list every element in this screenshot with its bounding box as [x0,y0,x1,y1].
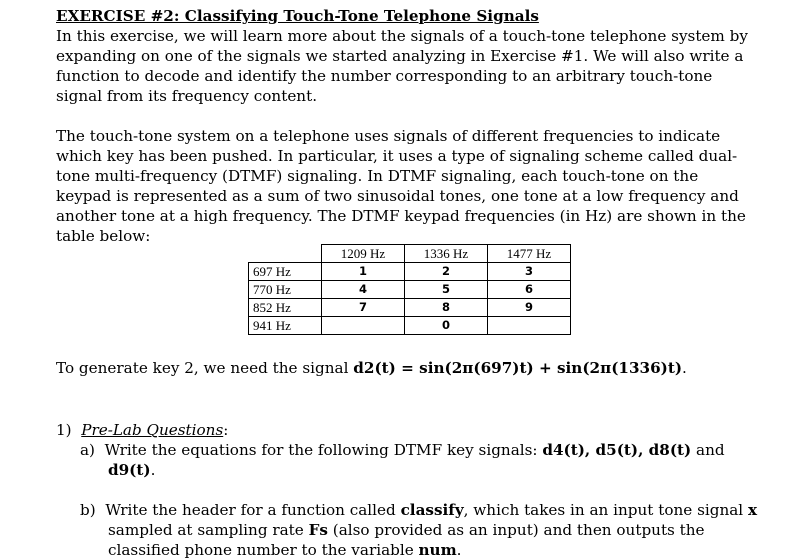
question-a-last-signal: d9(t) [108,461,151,479]
question-a-and: and [691,441,725,459]
question-b-text-2: , which takes in an input tone signal [463,501,748,519]
prelab-colon: : [223,421,229,439]
prelab-number: 1) [56,421,72,439]
question-a-label: a) [80,441,95,459]
key-cell: 2 [405,263,488,281]
sentence-end: . [682,359,687,377]
row-header: 941 Hz [249,317,322,335]
table-row [249,263,571,281]
key-cell: 5 [405,281,488,299]
key-cell: 4 [322,281,405,299]
key-cell: 9 [488,299,571,317]
table-header-row [249,245,571,263]
question-b-text-3: sampled at sampling rate [108,521,309,539]
col-header: 1209 Hz [322,245,405,263]
dtmf-description-paragraph: The touch-tone system on a telephone uses signals of different frequencies to indicate which key has been pushed. In particular, it uses a type of signaling scheme called dual-tone multi-frequency (DTMF) signaling. In DTMF signaling, each touch-tone on the keypad is represented as a sum of two sinusoidal tones, one tone at a low frequency and another tone at a high frequency. The DTMF keypad frequencies (in Hz) are shown in the table below: [56,127,746,245]
question-b-text-1: Write the header for a function called [105,501,401,519]
row-header: 697 Hz [249,263,322,281]
question-a-end: . [150,461,156,479]
exercise-title: EXERCISE #2: Classifying Touch-Tone Telephone Signals [56,7,539,25]
col-header: 1336 Hz [405,245,488,263]
key-cell [488,317,571,335]
function-name-classify: classify [400,501,464,519]
prelab-section [56,420,776,560]
row-header: 852 Hz [249,299,322,317]
prelab-heading [56,420,776,440]
key-cell: 7 [322,299,405,317]
question-a-signals: d4(t), d5(t), d8(t) [542,441,692,459]
exercise-section [56,6,756,246]
key-cell: 6 [488,281,571,299]
prelab-title: Pre-Lab Questions [81,421,224,439]
input-signal-x: x [747,501,758,519]
question-a [80,440,776,480]
question-a-text: Write the equations for the following DTMF key signals: [104,441,543,459]
dtmf-frequency-table [248,244,571,335]
key-cell: 8 [405,299,488,317]
key2-signal-sentence [56,358,687,378]
question-b-end: . [456,541,462,559]
key-cell [322,317,405,335]
key2-signal-text: To generate key 2, we need the signal [56,359,354,377]
question-b-label: b) [80,501,96,519]
key2-equation: d2(t) = sin(2π(697)t) + sin(2π(1336)t) [353,359,683,377]
table-row [249,299,571,317]
row-header: 770 Hz [249,281,322,299]
question-b [80,500,776,560]
table-corner-cell [249,245,322,263]
key-cell: 3 [488,263,571,281]
intro-paragraph: In this exercise, we will learn more about the signals of a touch-tone telephone system by expanding on one of the signals we started analyzing in Exercise #1. We will also write a function to decode and identify the number corresponding to an arbitrary touch-tone signal from its frequency content. [56,27,748,105]
col-header: 1477 Hz [488,245,571,263]
table-row [249,281,571,299]
key-cell: 1 [322,263,405,281]
sampling-rate-fs: Fs [308,521,328,539]
output-variable-num: num [418,541,457,559]
table-row [249,317,571,335]
question-b-text-4: (also provided as an input) and then outputs the classified phone number to the variable [108,521,705,559]
key-cell: 0 [405,317,488,335]
